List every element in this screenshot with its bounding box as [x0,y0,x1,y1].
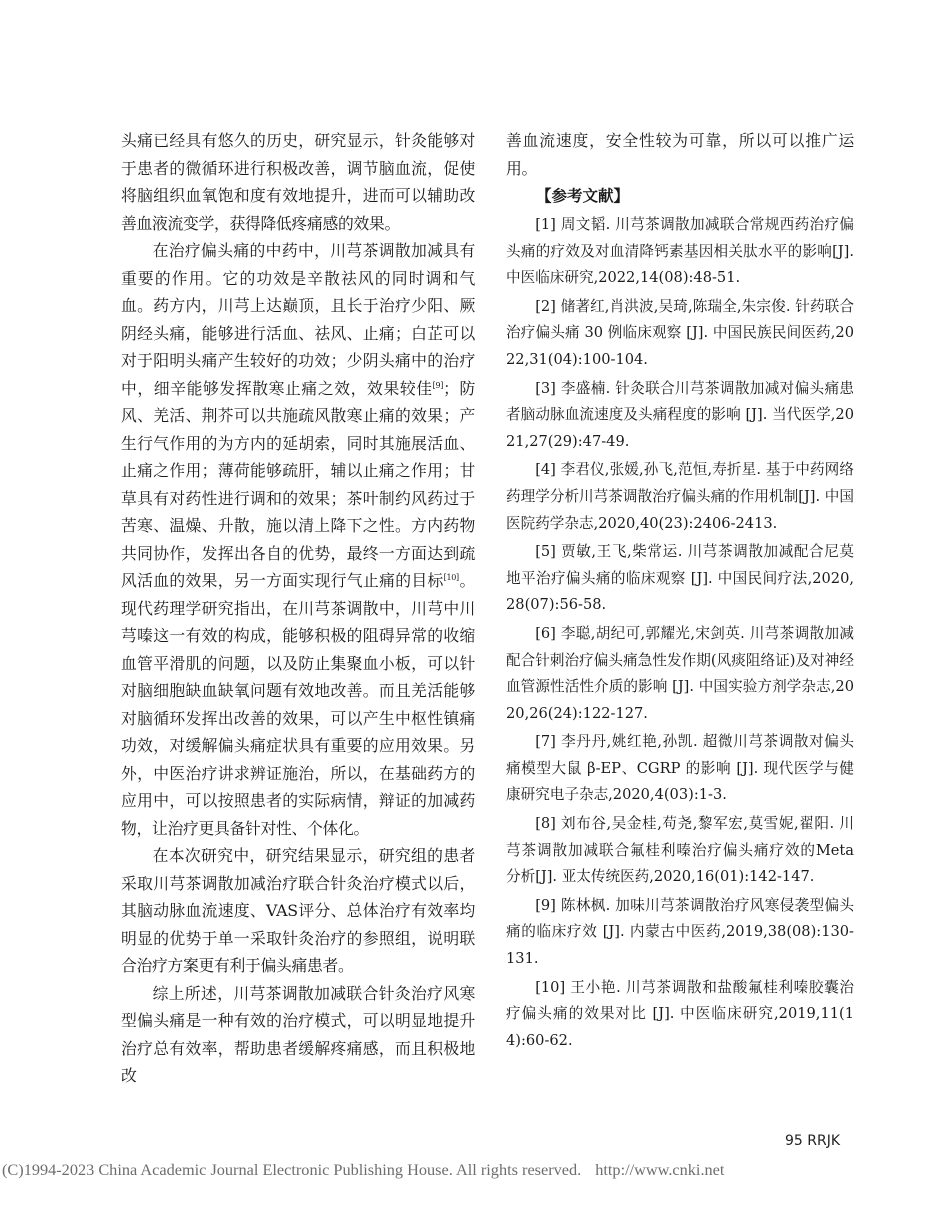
reference-list [506,212,854,1054]
citation-marker: [10] [443,573,459,582]
reference-item: [2] 储著红,肖洪波,吴琦,陈瑞全,朱宗俊. 针药联合治疗偏头痛 30 例临床观察 [J]. 中国民族民间医药,2022,31(04):100-104. [506,297,854,368]
reference-item: [6] 李聪,胡纪可,郭耀光,宋剑英. 川芎茶调散加减配合针刺治疗偏头痛急性发作期(风痰阻络证)及对神经血管源性活性介质的影响 [J]. 中国实验方剂学杂志,2020,26(24):122-127. [506,624,854,722]
reference-item: [10] 王小艳. 川芎茶调散和盐酸氟桂利嗪胶囊治疗偏头痛的效果对比 [J]. 中医临床研究,2019,11(14):60-62. [506,978,854,1049]
reference-item: [5] 贾敏,王飞,柴常运. 川芎茶调散加减配合尼莫地平治疗偏头痛的临床观察 [J]. 中国民间疗法,2020,28(07):56-58. [506,543,854,614]
reference-item: [7] 李丹丹,姚红艳,孙凯. 超微川芎茶调散对偏头痛模型大鼠 β-EP、CGRP 的影响 [J]. 现代医学与健康研究电子杂志,2020,4(03):1-3. [506,733,854,804]
reference-item: [4] 李君仪,张媛,孙飞,范恒,寿折星. 基于中药网络药理学分析川芎茶调散治疗偏头痛的作用机制[J]. 中国医院药学杂志,2020,40(23):2406-2413. [506,461,854,532]
body-paragraph: 在本次研究中，研究结果显示，研究组的患者采取川芎茶调散加减治疗联合针灸治疗模式以后，其脑动脉血流速度、VAS评分、总体治疗有效率均明显的优势于单一采取针灸治疗的参照组，说明联合治疗方案更有利于偏头痛患者。 [121,846,475,975]
copyright-notice [2,1160,948,1180]
reference-item: [3] 李盛楠. 针灸联合川芎茶调散加减对偏头痛患者脑动脉血流速度及头痛程度的影响 [J]. 当代医学,2021,27(29):47-49. [506,379,854,450]
publisher-url[interactable]: http://www.cnki.net [595,1160,725,1179]
body-paragraph: 善血流速度，安全性较为可靠，所以可以推广运用。 [506,131,854,178]
reference-item: [9] 陈林枫. 加味川芎茶调散治疗风寒侵袭型偏头痛的临床疗效 [J]. 内蒙古中医药,2019,38(08):130-131. [506,896,854,968]
left-column [121,127,475,1090]
body-text: 在治疗偏头痛的中药中，川芎茶调散加减具有重要的作用。它的功效是辛散祛风的同时调和气血。药方内，川芎上达巅顶，且长于治疗少阳、厥阴经头痛，能够进行活血、祛风、止痛；白芷可以对于阳明头痛产生较好的功效；少阴头痛中的治疗中，细辛能够发挥散寒止痛之效，效果较佳 [121,241,475,398]
page-number: 95 RRJK [784,1133,840,1149]
body-paragraph: 头痛已经具有悠久的历史，研究显示，针灸能够对于患者的微循环进行积极改善，调节脑血流，促使将脑组织血氧饱和度有效地提升，进而可以辅助改善血液流变学，获得降低疼痛感的效果。 [121,131,475,233]
body-text: 。现代药理学研究指出，在川芎茶调散中，川芎中川芎嗪这一有效的构成，能够积极的阻碍异常的收缩血管平滑肌的问题，以及防止集聚血小板，可以针对脑细胞缺血缺氧问题有效地改善。而且羌活能够对脑循环发挥出改善的效果，可以产生中枢性镇痛功效，对缓解偏头痛症状具有重要的应用效果。另外，中医治疗讲求辨证施治，所以，在基础药方的应用中，可以按照患者的实际病情，辩证的加减药物，让治疗更具备针对性、个体化。 [121,571,475,838]
body-paragraph [121,237,475,842]
copyright-text: (C)1994-2023 China Academic Journal Electronic Publishing House. All rights reserved. [2,1160,582,1179]
citation-marker: [9] [432,380,444,390]
reference-item: [8] 刘布谷,吴金桂,苟尧,黎军宏,莫雪妮,翟阳. 川芎茶调散加减联合氟桂利嗪治疗偏头痛疗效的Meta 分析[J]. 亚太传统医药,2020,16(01):142-147. [506,815,854,886]
body-text: ；防风、羌活、荆芥可以共施疏风散寒止痛的效果；产生行气作用的为方内的延胡索，同时其施展活血、止痛之作用；薄荷能够疏肝，辅以止痛之作用；甘草具有对药性进行调和的效果；茶叶制约风药过于苦寒、温燥、升散，施以清上降下之性。方内药物共同协作，发挥出各自的优势，最终一方面达到疏风活血的效果，另一方面实现行气止痛的目标 [121,378,475,590]
right-column [506,127,854,1054]
references-heading: 【参考文献】 [536,186,630,205]
reference-item: [1] 周文韬. 川芎茶调散加减联合常规西药治疗偏头痛的疗效及对血清降钙素基因相关肽水平的影响[J]. 中医临床研究,2022,14(08):48-51. [506,216,854,287]
body-paragraph: 综上所述，川芎茶调散加减联合针灸治疗风寒型偏头痛是一种有效的治疗模式，可以明显地提升治疗总有效率，帮助患者缓解疼痛感，而且积极地改 [121,983,475,1085]
